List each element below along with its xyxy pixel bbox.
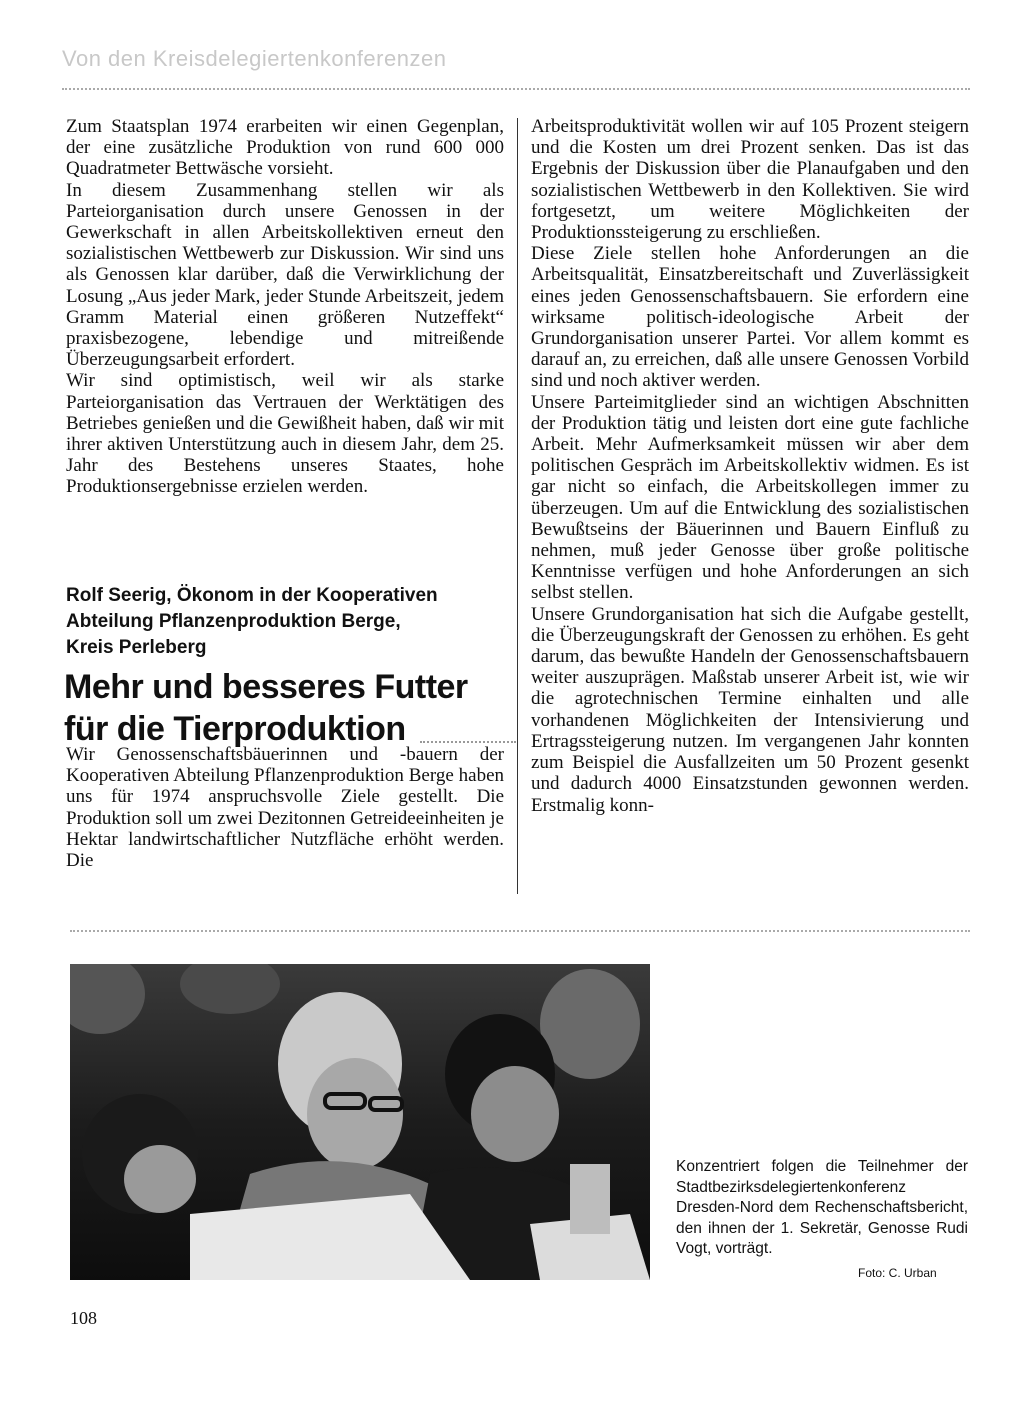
photo-caption: Konzentriert folgen die Teilnehmer der Stadtbezirksdelegiertenkonferenz Dresden-Nord dem Rechenschaftsbericht, den ihnen der 1. Sekretär, Genosse Rudi Vogt, vorträgt. — [676, 1158, 968, 1257]
headline-line: für die Tierproduktion — [64, 710, 406, 748]
article-intro — [66, 744, 504, 871]
paragraph: In diesem Zusammenhang stellen wir als Parteiorganisation durch unsere Genossen in der Gewerkschaft in allen Arbeitskollektiven erneut den sozialistischen Wettbewerb zur Diskussion. Wir sind uns als Genossen klar darüber, daß die Verwirklichung der Losung „Aus jeder Mark, jeder Stunde Arbeitszeit, jedem Gramm Material einen größeren Nutzeffekt“ praxisbezogene, lebendige und mitreißende Überzeugungsarbeit erfordert. — [66, 179, 504, 371]
page-number: 108 — [70, 1308, 97, 1328]
left-column-top — [66, 116, 504, 498]
paragraph: Zum Staatsplan 1974 erarbeiten wir einen Gegenplan, der eine zusätzliche Produktion von rund 600 000 Quadratmeter Bettwäsche vorsieht. — [66, 116, 504, 180]
article-headline — [64, 666, 514, 750]
paragraph: Arbeitsproduktivität wollen wir auf 105 Prozent steigern und die Kosten um drei Prozent senken. Das ist das Ergebnis der Diskussion über die Planaufgaben und den sozialistischen Wettbewerb in den Kollektiven. Sie wird fortgesetzt, um weitere Möglichkeiten der Produktionssteigerung zu erschließen. — [531, 116, 969, 244]
section-divider — [70, 930, 970, 932]
paragraph: Wir Genossenschaftsbäuerinnen und -bauern der Kooperativen Abteilung Pflanzenproduktion Berge haben uns für 1974 anspruchsvolle Ziele gestellt. Die Produktion soll um zwei Dezitonnen Getreideeinheiten je Hektar landwirtschaftlicher Nutzfläche erhöht werden. Die — [66, 744, 504, 872]
paragraph: Diese Ziele stellen hohe Anforderungen an die Arbeitsqualität, Einsatzbereitschaft und Zuverlässigkeit eines jeden Genossenschaftsbauern. Sie erfordern eine wirksame politisch-ideologische Arbeit der Grundorganisation unserer Partei. Vor allem kommt es darauf an, zu erreichen, daß alle unsere Genossen Vorbild sind und noch aktiver werden. — [531, 243, 969, 392]
right-column — [531, 116, 969, 816]
column-divider — [517, 118, 518, 894]
section-header: Von den Kreisdelegiertenkonferenzen — [62, 46, 447, 71]
photo-illustration — [70, 964, 650, 1280]
byline-line: Kreis Perleberg — [66, 637, 207, 658]
conference-photo — [70, 964, 650, 1280]
headline-divider — [420, 741, 516, 743]
headline-line: Mehr und besseres Futter — [64, 668, 468, 706]
paragraph: Wir sind optimistisch, weil wir als starke Parteiorganisation das Vertrauen der Werktätigen des Betriebes genießen und die Gewißheit haben, daß wir mit ihrer aktiven Unterstützung auch in diesem Jahr, dem 25. Jahr des Bestehens unseres Staates, hohe Produktionsergebnisse erzielen werden. — [66, 370, 504, 498]
header-divider — [62, 88, 970, 90]
paragraph: Unsere Parteimitglieder sind an wichtigen Abschnitten der Produktion tätig und leisten dort eine gute fachliche Arbeit. Mehr Aufmerksamkeit müssen wir aber dem politischen Gespräch im Arbeitskollektiv widmen. Es ist gar nicht so einfach, die Arbeitskollegen immer zu überzeugen. Um auf die Entwicklung des sozialistischen Bewußtseins der Bäuerinnen und Bauern Einfluß zu nehmen, muß jeder Genosse über große politische Kenntnisse verfügen und hohe Anforderungen an sich selbst stellen. — [531, 391, 969, 604]
paragraph: Unsere Grundorganisation hat sich die Aufgabe gestellt, die Überzeugungskraft der Genossen zu erhöhen. Es geht darum, das bewußte Handeln der Genossenschaftsbauern weiter auszuprägen. Maßstab unserer Arbeit ist, wie wir die agrotechnischen Termine einhalten und alle vorhandenen Möglichkeiten der Intensivierung und Ertragssteigerung nutzen. Im vergangenen Jahr konnten zum Beispiel die Ausfallzeiten um 50 Prozent gesenkt und dadurch 4000 Einsatzstunden gewonnen werden. Erstmalig konn- — [531, 603, 969, 816]
article-byline — [66, 583, 506, 661]
photo-credit: Foto: C. Urban — [858, 1266, 937, 1280]
byline-line: Abteilung Pflanzenproduktion Berge, — [66, 611, 401, 632]
byline-line: Rolf Seerig, Ökonom in der Kooperativen — [66, 585, 438, 606]
